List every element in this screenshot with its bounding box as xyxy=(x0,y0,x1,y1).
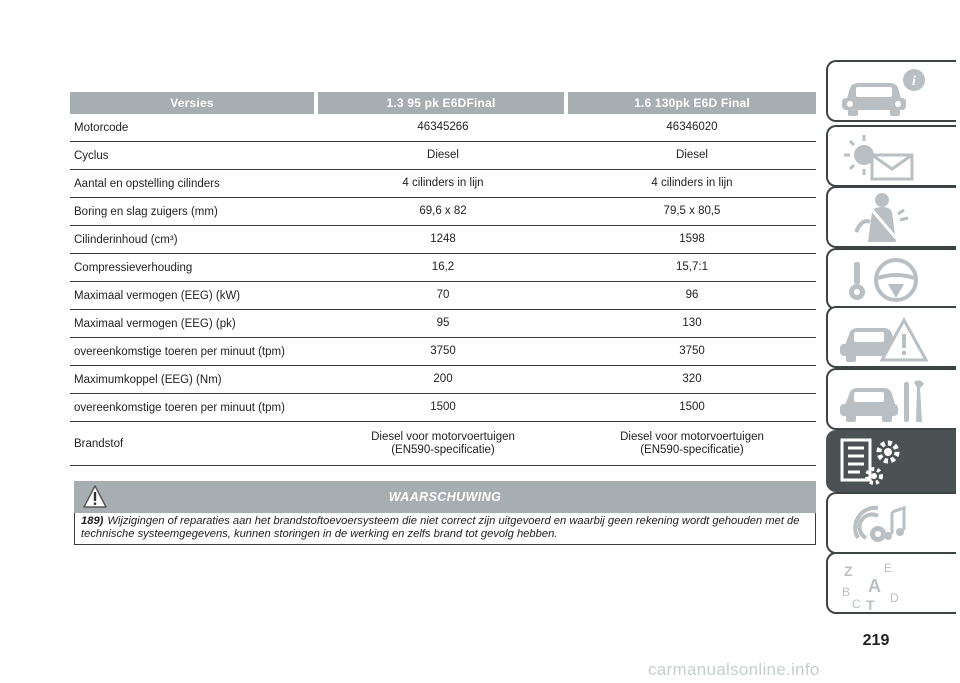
warning-number: 189) xyxy=(81,515,104,527)
row-value-2: 1500 xyxy=(679,401,705,413)
key-steering-wheel-icon xyxy=(838,254,938,306)
table-row xyxy=(70,366,816,394)
warning-text xyxy=(74,513,816,545)
tab-car-info[interactable] xyxy=(826,60,956,122)
car-tools-icon xyxy=(838,374,938,426)
table-row-fuel xyxy=(70,422,816,466)
row-value-1: 95 xyxy=(436,317,450,329)
data-gears-icon xyxy=(838,436,938,488)
row-value-1: 70 xyxy=(436,289,450,301)
table-body xyxy=(70,114,816,422)
warning-box xyxy=(74,481,816,545)
warning-header xyxy=(74,481,816,513)
row-value-1: 1500 xyxy=(430,401,456,413)
value-line: Diesel voor motorvoertuigen xyxy=(620,430,764,443)
svg-text:i: i xyxy=(912,74,916,89)
value-line: (EN590-specificatie) xyxy=(640,443,744,456)
row-value-1: 69,6 x 82 xyxy=(419,205,467,217)
row-value-1 xyxy=(318,431,568,457)
row-label: Maximaal vermogen (EEG) (pk) xyxy=(74,317,236,330)
index-letter: E xyxy=(884,561,893,575)
row-value-2: 15,7:1 xyxy=(676,261,708,273)
tab-index[interactable] xyxy=(826,552,956,614)
row-value-2: Diesel xyxy=(676,149,708,161)
table-row xyxy=(70,338,816,366)
index-letter: C xyxy=(852,597,861,610)
multimedia-icon xyxy=(838,498,938,550)
table-row xyxy=(70,198,816,226)
header-version-1-3: 1.3 95 pk E6DFinal xyxy=(318,92,564,114)
row-value-1: 3750 xyxy=(430,345,456,357)
row-value-1: 1248 xyxy=(430,233,456,245)
row-value-2 xyxy=(568,431,816,457)
row-label: Maximaal vermogen (EEG) (kW) xyxy=(74,289,241,302)
specifications-table xyxy=(70,92,816,466)
row-label: overeenkomstige toeren per minuut (tpm) xyxy=(74,401,285,414)
row-value-2: 3750 xyxy=(679,345,705,357)
tab-starting-driving[interactable] xyxy=(826,248,956,310)
row-label: Motorcode xyxy=(74,121,129,134)
alphabetical-index-icon xyxy=(838,558,938,610)
row-value-1: Diesel xyxy=(427,149,459,161)
value-line: (EN590-specificatie) xyxy=(391,443,495,456)
row-value-2: 130 xyxy=(682,317,702,329)
table-row xyxy=(70,142,816,170)
warning-triangle-icon xyxy=(82,484,108,510)
table-header xyxy=(70,92,816,114)
tab-maintenance[interactable] xyxy=(826,368,956,430)
car-info-icon xyxy=(838,66,938,118)
row-label: Brandstof xyxy=(74,437,124,450)
row-label: Cyclus xyxy=(74,149,109,162)
page-number: 219 xyxy=(862,632,890,649)
row-label: Cilinderinhoud (cm³) xyxy=(74,233,178,246)
row-value-2: 1598 xyxy=(679,233,705,245)
table-row xyxy=(70,282,816,310)
row-value-2: 4 cilinders in lijn xyxy=(651,177,733,189)
row-label: Maximumkoppel (EEG) (Nm) xyxy=(74,373,222,386)
row-label: Boring en slag zuigers (mm) xyxy=(74,205,218,218)
value-line: Diesel voor motorvoertuigen xyxy=(371,430,515,443)
table-row xyxy=(70,254,816,282)
row-label: Compressieverhouding xyxy=(74,261,193,274)
header-version-1-6: 1.6 130pk E6D Final xyxy=(568,92,816,114)
index-letter: D xyxy=(890,591,899,605)
table-row xyxy=(70,114,816,142)
header-versions: Versies xyxy=(70,92,314,114)
row-value-1: 200 xyxy=(433,373,453,385)
tab-technical-data[interactable] xyxy=(826,430,956,492)
row-value-1: 46345266 xyxy=(417,121,469,133)
light-mail-icon xyxy=(838,131,938,183)
watermark: carmanualsonline.info xyxy=(648,660,820,679)
table-row xyxy=(70,170,816,198)
index-letter: A xyxy=(868,576,881,596)
warning-title: WAARSCHUWING xyxy=(388,490,502,504)
table-row xyxy=(70,310,816,338)
tab-safety[interactable] xyxy=(826,186,956,248)
row-value-1: 4 cilinders in lijn xyxy=(402,177,484,189)
seatbelt-airbag-icon xyxy=(838,192,938,244)
row-value-2: 320 xyxy=(682,373,702,385)
index-letter: Z xyxy=(844,563,853,579)
row-label: overeenkomstige toeren per minuut (tpm) xyxy=(74,345,285,358)
tab-emergency[interactable] xyxy=(826,306,956,368)
row-value-2: 96 xyxy=(685,289,699,301)
row-label: Aantal en opstelling cilinders xyxy=(74,177,220,190)
row-value-2: 79,5 x 80,5 xyxy=(663,205,721,217)
tab-lights-messages[interactable] xyxy=(826,125,956,187)
tab-multimedia[interactable] xyxy=(826,492,956,554)
table-row xyxy=(70,226,816,254)
row-value-2: 46346020 xyxy=(666,121,718,133)
car-warning-icon xyxy=(838,312,938,364)
table-row xyxy=(70,394,816,422)
row-value-1: 16,2 xyxy=(431,261,455,273)
index-letter: B xyxy=(842,585,851,599)
warning-message: Wijzigingen of reparaties aan het brandstoftoevoersysteem die niet correct zijn uitgevoerd en waarbij geen rekening wordt gehouden met de technische systeemgegevens, kunnen storingen in de werking en zelfs brand tot gevolg hebben. xyxy=(81,515,800,540)
index-letter: T xyxy=(866,597,875,610)
